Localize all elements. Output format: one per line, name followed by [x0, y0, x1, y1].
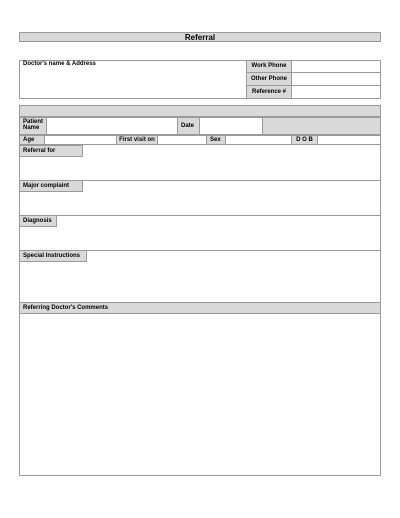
divider: [19, 215, 381, 216]
reference-field[interactable]: [291, 85, 381, 99]
major-complaint-field[interactable]: [20, 192, 380, 215]
diagnosis-label: Diagnosis: [19, 215, 57, 227]
form-title-bar: [19, 32, 381, 42]
doctor-name-address-label: Doctor's name & Address: [23, 61, 96, 67]
age-field[interactable]: [44, 135, 117, 145]
patient-name-field[interactable]: [46, 117, 178, 135]
first-visit-label: First visit on: [116, 135, 158, 145]
date-field[interactable]: [199, 117, 263, 135]
special-instructions-field[interactable]: [20, 262, 380, 302]
patient-name-label: Patient Name: [19, 117, 47, 135]
special-instructions-label: Special Instructions: [19, 250, 87, 262]
patient-row-filler: [262, 117, 381, 135]
other-phone-label: Other Phone: [246, 72, 292, 86]
dob-field[interactable]: [317, 135, 381, 145]
referral-for-label: Referral for: [19, 145, 83, 157]
work-phone-label: Work Phone: [246, 60, 292, 73]
first-visit-field[interactable]: [157, 135, 207, 145]
patient-section-header-bar: [20, 106, 380, 117]
referral-for-field[interactable]: [20, 157, 380, 180]
other-phone-field[interactable]: [291, 72, 381, 86]
referring-comments-label: Referring Doctor's Comments: [19, 302, 381, 314]
doctor-name-address-field[interactable]: [20, 69, 245, 98]
date-label: Date: [177, 117, 200, 135]
reference-label: Reference #: [246, 85, 292, 99]
referring-comments-field[interactable]: [20, 314, 380, 475]
dob-label: D O B: [291, 135, 318, 145]
sex-field[interactable]: [225, 135, 292, 145]
major-complaint-label: Major complaint: [19, 180, 83, 192]
form-title: Referral: [184, 33, 216, 42]
sex-label: Sex: [206, 135, 226, 145]
diagnosis-field[interactable]: [20, 227, 380, 250]
age-label: Age: [19, 135, 45, 145]
